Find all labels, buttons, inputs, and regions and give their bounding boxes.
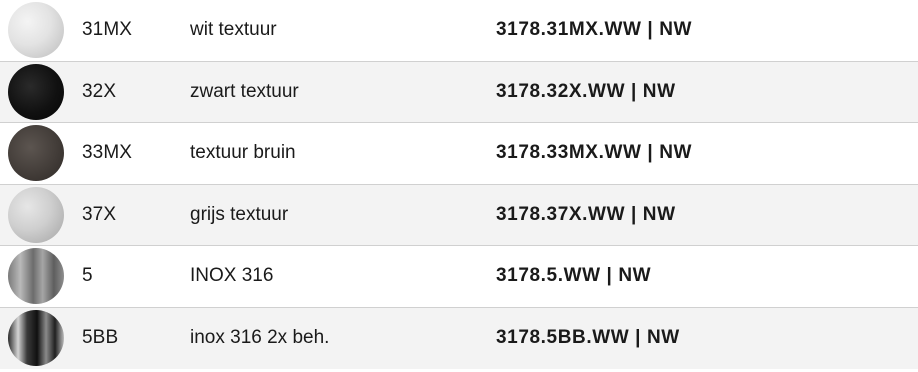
table-row-37X — [0, 185, 918, 247]
finish-swatch-inox-treated-icon — [8, 310, 64, 366]
finish-code: 5 — [82, 265, 93, 287]
table-row-32X — [0, 62, 918, 124]
finish-swatch-black-icon — [8, 64, 64, 120]
finish-swatch-white-icon — [8, 2, 64, 58]
finish-code: 32X — [82, 80, 117, 102]
finish-swatch-brown-icon — [8, 125, 64, 181]
finish-description: grijs textuur — [190, 203, 289, 225]
article-number: 3178.37X.WW | NW — [496, 203, 676, 225]
table-row-5BB — [0, 308, 918, 370]
article-number: 3178.32X.WW | NW — [496, 80, 676, 102]
finish-description: textuur bruin — [190, 142, 296, 164]
finish-code: 31MX — [82, 19, 133, 41]
finish-description: zwart textuur — [190, 80, 299, 102]
finish-swatch-inox-icon — [8, 248, 64, 304]
finish-code: 5BB — [82, 327, 119, 349]
table-row-5 — [0, 246, 918, 308]
finish-swatch-grey-icon — [8, 187, 64, 243]
table-row-31MX — [0, 0, 918, 62]
swatch-cell — [0, 246, 82, 307]
table-row-33MX — [0, 123, 918, 185]
article-number: 3178.31MX.WW | NW — [496, 19, 693, 41]
finish-code: 33MX — [82, 142, 133, 164]
finish-description: wit textuur — [190, 19, 277, 41]
finish-code: 37X — [82, 203, 117, 225]
article-number: 3178.5BB.WW | NW — [496, 327, 680, 349]
finish-description: INOX 316 — [190, 265, 274, 287]
article-number: 3178.33MX.WW | NW — [496, 142, 693, 164]
finish-description: inox 316 2x beh. — [190, 327, 330, 349]
swatch-cell — [0, 185, 82, 246]
swatch-cell — [0, 308, 82, 370]
article-number: 3178.5.WW | NW — [496, 265, 652, 287]
swatch-cell — [0, 123, 82, 184]
swatch-cell — [0, 62, 82, 123]
swatch-cell — [0, 0, 82, 61]
